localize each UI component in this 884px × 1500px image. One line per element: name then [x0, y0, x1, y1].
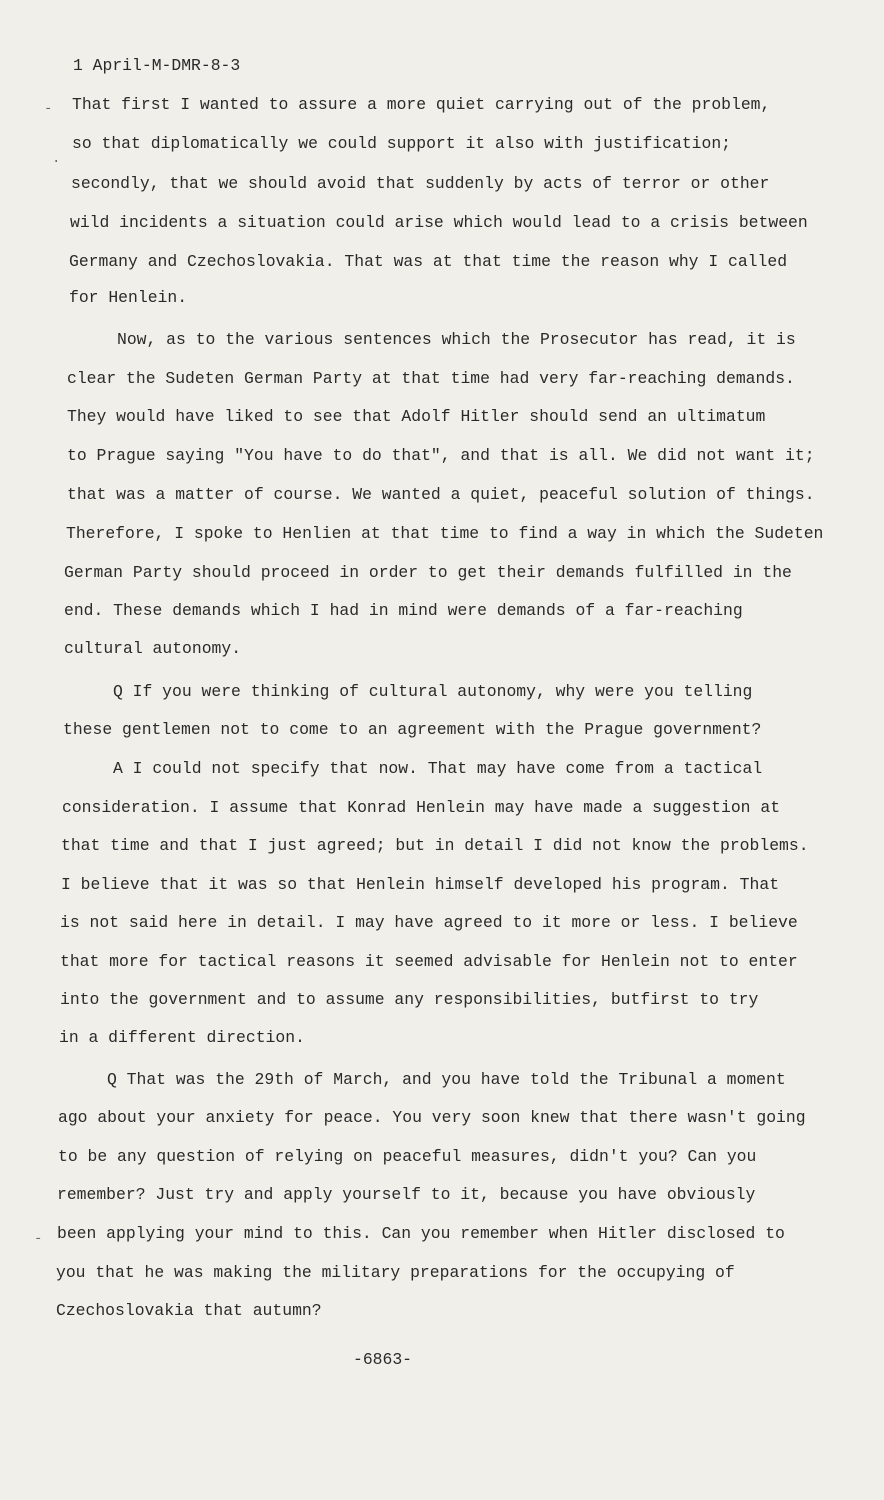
text-line: They would have liked to see that Adolf Hitler should send an ultimatum [67, 407, 766, 426]
text-line: you that he was making the military preparations for the occupying of [56, 1263, 735, 1282]
text-line: Czechoslovakia that autumn? [56, 1301, 322, 1320]
text-line: that time and that I just agreed; but in detail I did not know the problems. [61, 836, 809, 855]
text-line: these gentlemen not to come to an agreement with the Prague government? [63, 720, 762, 739]
text-line: Therefore, I spoke to Henlien at that time to find a way in which the Sudeten [66, 524, 824, 543]
margin-mark: - [44, 101, 53, 117]
text-line: is not said here in detail. I may have agreed to it more or less. I believe [60, 913, 798, 932]
margin-mark: · [52, 154, 61, 170]
page-number: -6863- [353, 1350, 413, 1369]
text-line: A I could not specify that now. That may have come from a tactical [113, 759, 763, 778]
text-line: I believe that it was so that Henlein himself developed his program. That [61, 875, 780, 894]
text-line: remember? Just try and apply yourself to it, because you have obviously [57, 1185, 756, 1204]
document-reference: 1 April-M-DMR-8-3 [73, 56, 241, 75]
margin-mark: - [34, 1231, 43, 1247]
text-line: been applying your mind to this. Can you remember when Hitler disclosed to [57, 1224, 785, 1243]
text-line: Q That was the 29th of March, and you have told the Tribunal a moment [107, 1070, 786, 1089]
text-line: in a different direction. [59, 1028, 305, 1047]
text-line: clear the Sudeten German Party at that time had very far-reaching demands. [67, 369, 795, 388]
text-line: into the government and to assume any responsibilities, butfirst to try [60, 990, 759, 1009]
text-line: secondly, that we should avoid that suddenly by acts of terror or other [71, 174, 770, 193]
text-line: that more for tactical reasons it seemed advisable for Henlein not to enter [60, 952, 798, 971]
text-line: wild incidents a situation could arise which would lead to a crisis between [70, 213, 808, 232]
text-line: to Prague saying "You have to do that", and that is all. We did not want it; [67, 446, 815, 465]
text-line: That first I wanted to assure a more quiet carrying out of the problem, [72, 95, 771, 114]
text-line: German Party should proceed in order to get their demands fulfilled in the [64, 563, 792, 582]
text-line: consideration. I assume that Konrad Henlein may have made a suggestion at [62, 798, 781, 817]
text-line: to be any question of relying on peaceful measures, didn't you? Can you [58, 1147, 757, 1166]
text-line: end. These demands which I had in mind were demands of a far-reaching [64, 601, 743, 620]
text-line: for Henlein. [69, 288, 188, 307]
text-line: ago about your anxiety for peace. You very soon knew that there wasn't going [58, 1108, 806, 1127]
text-line: Germany and Czechoslovakia. That was at that time the reason why I called [69, 252, 788, 271]
text-line: Q If you were thinking of cultural autonomy, why were you telling [113, 682, 753, 701]
text-line: cultural autonomy. [64, 639, 242, 658]
text-line: so that diplomatically we could support it also with justification; [72, 134, 732, 153]
text-line: Now, as to the various sentences which the Prosecutor has read, it is [117, 330, 796, 349]
text-line: that was a matter of course. We wanted a quiet, peaceful solution of things. [67, 485, 815, 504]
